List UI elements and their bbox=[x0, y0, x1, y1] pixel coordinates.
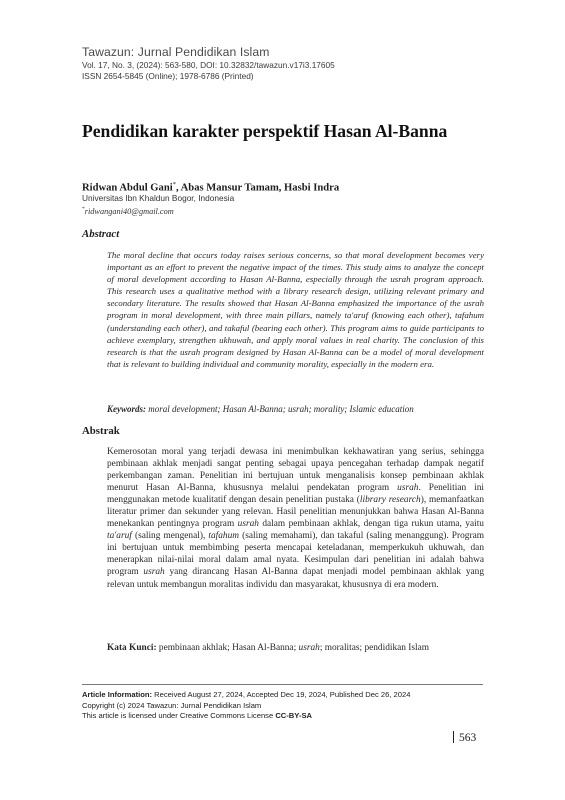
kata-kunci-term: usrah bbox=[298, 643, 320, 653]
abstrak-term: usrah bbox=[237, 519, 259, 530]
keywords-indonesian bbox=[107, 642, 487, 655]
corresponding-email bbox=[82, 206, 174, 216]
article-info-label: Article Information: bbox=[82, 690, 153, 699]
abstrak-text: . Penelitian ini menggunakan metode kualitatif dengan desain penelitian pustaka ( bbox=[107, 483, 484, 506]
abstrak-term: usrah bbox=[397, 483, 419, 494]
keywords-english bbox=[107, 403, 487, 415]
abstrak-text: (saling mengenal), bbox=[131, 531, 209, 542]
abstrak-text: dalam pembinaan akhlak, dengan tiga rukun utama, yaitu bbox=[258, 519, 484, 530]
abstract-indonesian-body bbox=[107, 446, 484, 591]
abstrak-text: (saling memahami), dan takaful (saling menanggung). Program ini bertujuan untuk membimbing peserta mencapai keteladanan, memperkukuh ukhuwah, dan menerapkan nilai-nilai moral dalam amal nyata. Kesimpulan dari penelitian ini adalah bahwa program bbox=[107, 531, 484, 578]
journal-header bbox=[82, 44, 502, 82]
page-number-bar bbox=[453, 731, 454, 743]
page-number bbox=[453, 731, 476, 744]
co-authors: , Abas Mansur Tamam, Hasbi Indra bbox=[175, 182, 340, 194]
article-footer bbox=[82, 690, 502, 722]
license-name: CC-BY-SA bbox=[275, 711, 313, 720]
email-address: ridwangani40@gmail.com bbox=[84, 206, 174, 216]
abstrak-term: ta'aruf bbox=[107, 531, 132, 542]
abstrak-term: tafahum bbox=[208, 531, 240, 542]
abstrak-text: ), memanfaatkan literatur primer dan sekunder yang relevan. Hasil penelitian menunjukkan bahwa Hasan Al-Banna menekankan pentingnya program bbox=[107, 495, 485, 530]
footer-divider bbox=[82, 684, 483, 685]
kata-kunci-label: Kata Kunci: bbox=[107, 643, 157, 653]
license-line bbox=[82, 711, 502, 722]
page-number-value: 563 bbox=[459, 732, 477, 744]
keywords-label: Keywords: bbox=[107, 404, 146, 414]
abstrak-term: library research bbox=[359, 495, 421, 506]
first-author: Ridwan Abdul Gani bbox=[82, 182, 173, 194]
article-information bbox=[82, 690, 502, 701]
volume-doi-line: Vol. 17, No. 3, (2024): 563-580, DOI: 10.32832/tawazun.v17i3.17605 bbox=[82, 60, 335, 70]
abstract-heading: Abstract bbox=[82, 228, 120, 240]
keywords-text: moral development; Hasan Al-Banna; usrah; morality; Islamic education bbox=[148, 404, 414, 414]
abstrak-text: Kemerosotan moral yang terjadi dewasa ini menimbulkan kekhawatiran yang serius, sehingga pembinaan akhlak menjadi sangat penting sebagai upaya pencegahan terhadap dampak negatif perkembangan zaman. Penelitian ini bertujuan untuk menganalisis konsep pembinaan akhlak menurut Hasan Al-Banna, khususnya melalui pendekatan program bbox=[107, 447, 484, 494]
issn-line: ISSN 2654-5845 (Online); 1978-6786 (Printed) bbox=[82, 71, 254, 81]
affiliation: Universitas Ibn Khaldun Bogor, Indonesia bbox=[82, 193, 235, 203]
copyright-line: Copyright (c) 2024 Tawazun: Jurnal Pendidikan Islam bbox=[82, 700, 262, 710]
license-text: This article is licensed under Creative Commons License bbox=[82, 711, 276, 720]
abstrak-heading: Abstrak bbox=[82, 425, 120, 437]
abstract-english-body: The moral decline that occurs today raises serious concerns, so that moral development becomes very important as an effort to prevent the negative impact of the times. This study aims to analyze the concept of moral development according to Hasan Al-Banna, especially through the usrah program approach. This research uses a qualitative method with a library research design, utilizing relevant primary and secondary literature. The results showed that Hasan Al-Banna emphasized the importance of the usrah program in moral development, with three main pillars, namely ta'aruf (knowing each other), tafahum (understanding each other), and takaful (bearing each other). This program aims to guide participants to achieve exemplary, strengthen ukhuwah, and apply moral values in real charity. The conclusion of this research is that the usrah program designed by Hasan Al-Banna can be a model of moral development that is relevant to building individual and community morality, especially in the modern era. bbox=[107, 250, 484, 369]
article-info-dates: Received August 27, 2024, Accepted Dec 19, 2024, Published Dec 26, 2024 bbox=[152, 690, 411, 699]
article-title: Pendidikan karakter perspektif Hasan Al-Banna bbox=[82, 121, 448, 141]
abstrak-term: usrah bbox=[143, 567, 165, 578]
kata-kunci-text: ; moralitas; pendidikan Islam bbox=[319, 643, 430, 653]
corresponding-mark: * bbox=[172, 181, 176, 188]
email-mark: * bbox=[82, 206, 85, 212]
journal-name: Tawazun: Jurnal Pendidikan Islam bbox=[82, 45, 270, 59]
kata-kunci-text: pembinaan akhlak; Hasan Al-Banna; bbox=[156, 643, 299, 653]
abstrak-text: yang dirancang Hasan Al-Banna dapat menjadi model pembinaan akhlak yang relevan untuk membangun moralitas individu dan masyarakat, khususnya di era modern. bbox=[107, 567, 484, 590]
